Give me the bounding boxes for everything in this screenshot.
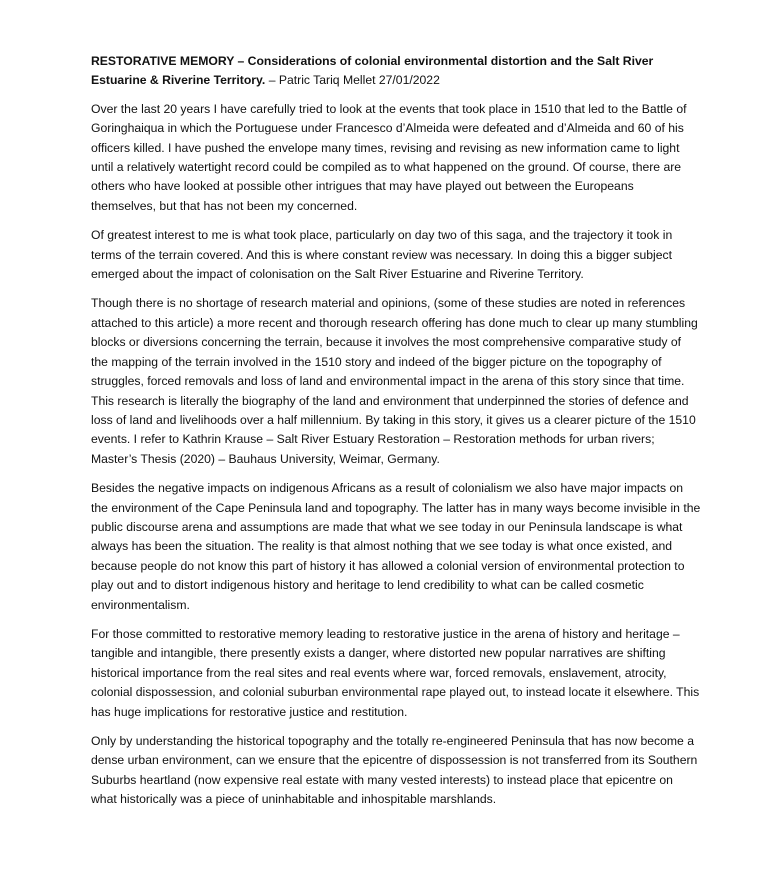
- paragraph: Of greatest interest to me is what took place, particularly on day two of this saga, and the trajectory it took in terms of the terrain covered. And this is where constant review was necessary. In doing this a bigger subject emerged about the impact of colonisation on the Salt River Estuarine and Riverine Territory.: [91, 228, 673, 282]
- document-heading: [91, 52, 701, 91]
- paragraph: For those committed to restorative memory leading to restorative justice in the arena of history and heritage – tangible and intangible, there presently exists a danger, where distorted new popular narratives are shifting historical importance from the real sites and real events where war, forced removals, enslavement, atrocity, colonial dispossession, and colonial suburban environmental rape played out, to instead locate it elsewhere. This has huge implications for restorative justice and restitution.: [91, 626, 700, 719]
- document-body: [91, 52, 701, 820]
- paragraph: Over the last 20 years I have carefully tried to look at the events that took place in 1510 that led to the Battle of Goringhaiqua in which the Portuguese under Francesco d’Almeida were defeated and d’Almeida and 60 of his officers killed. I have pushed the envelope many times, revising and revising as new information came to light until a relatively watertight record could be compiled as to what happened on the ground. Of course, there are others who have looked at possible other intrigues that may have played out between the Europeans themselves, but that has not been my concerned.: [91, 101, 687, 213]
- document-title: RESTORATIVE MEMORY – Considerations of colonial environmental distortion and the Salt River Estuarine & Riverine Territory.: [91, 54, 654, 88]
- paragraph: Only by understanding the historical topography and the totally re-engineered Peninsula that has now become a dense urban environment, can we ensure that the epicentre of dispossession is not transferred from its Southern Suburbs heartland (now expensive real estate with many vested interests) to instead place that epicentre on what historically was a piece of uninhabitable and inhospitable marshlands.: [91, 734, 698, 807]
- paragraph: Though there is no shortage of research material and opinions, (some of these studies are noted in references attached to this article) a more recent and thorough research offering has done much to clear up many stumbling blocks or diversions concerning the terrain, because it involves the most comprehensive comparative study of the mapping of the terrain involved in the 1510 story and indeed of the bigger picture on the topography of struggles, forced removals and loss of land and environmental impact in the arena of this story since that time. This research is literally the biography of the land and environment that underpinned the stories of defence and loss of land and livelihoods over a half millennium. By taking in this story, it gives us a clearer picture of the 1510 events. I refer to Kathrin Krause – Salt River Estuary Restoration – Restoration methods for urban rivers; Master’s Thesis (2020) – Bauhaus University, Weimar, Germany.: [91, 296, 698, 466]
- paragraph: Besides the negative impacts on indigenous Africans as a result of colonialism we also have major impacts on the environment of the Cape Peninsula land and topography. The latter has in many ways become invisible in the public discourse arena and assumptions are made that what we see today in our Peninsula landscape is what always has been the situation. The reality is that almost nothing that we see today is what once existed, and because people do not know this part of history it has allowed a colonial version of environmental protection to play out and to distort indigenous history and heritage to lend credibility to what can be called cosmetic environmentalism.: [91, 481, 701, 612]
- document-byline: – Patric Tariq Mellet 27/01/2022: [268, 73, 440, 88]
